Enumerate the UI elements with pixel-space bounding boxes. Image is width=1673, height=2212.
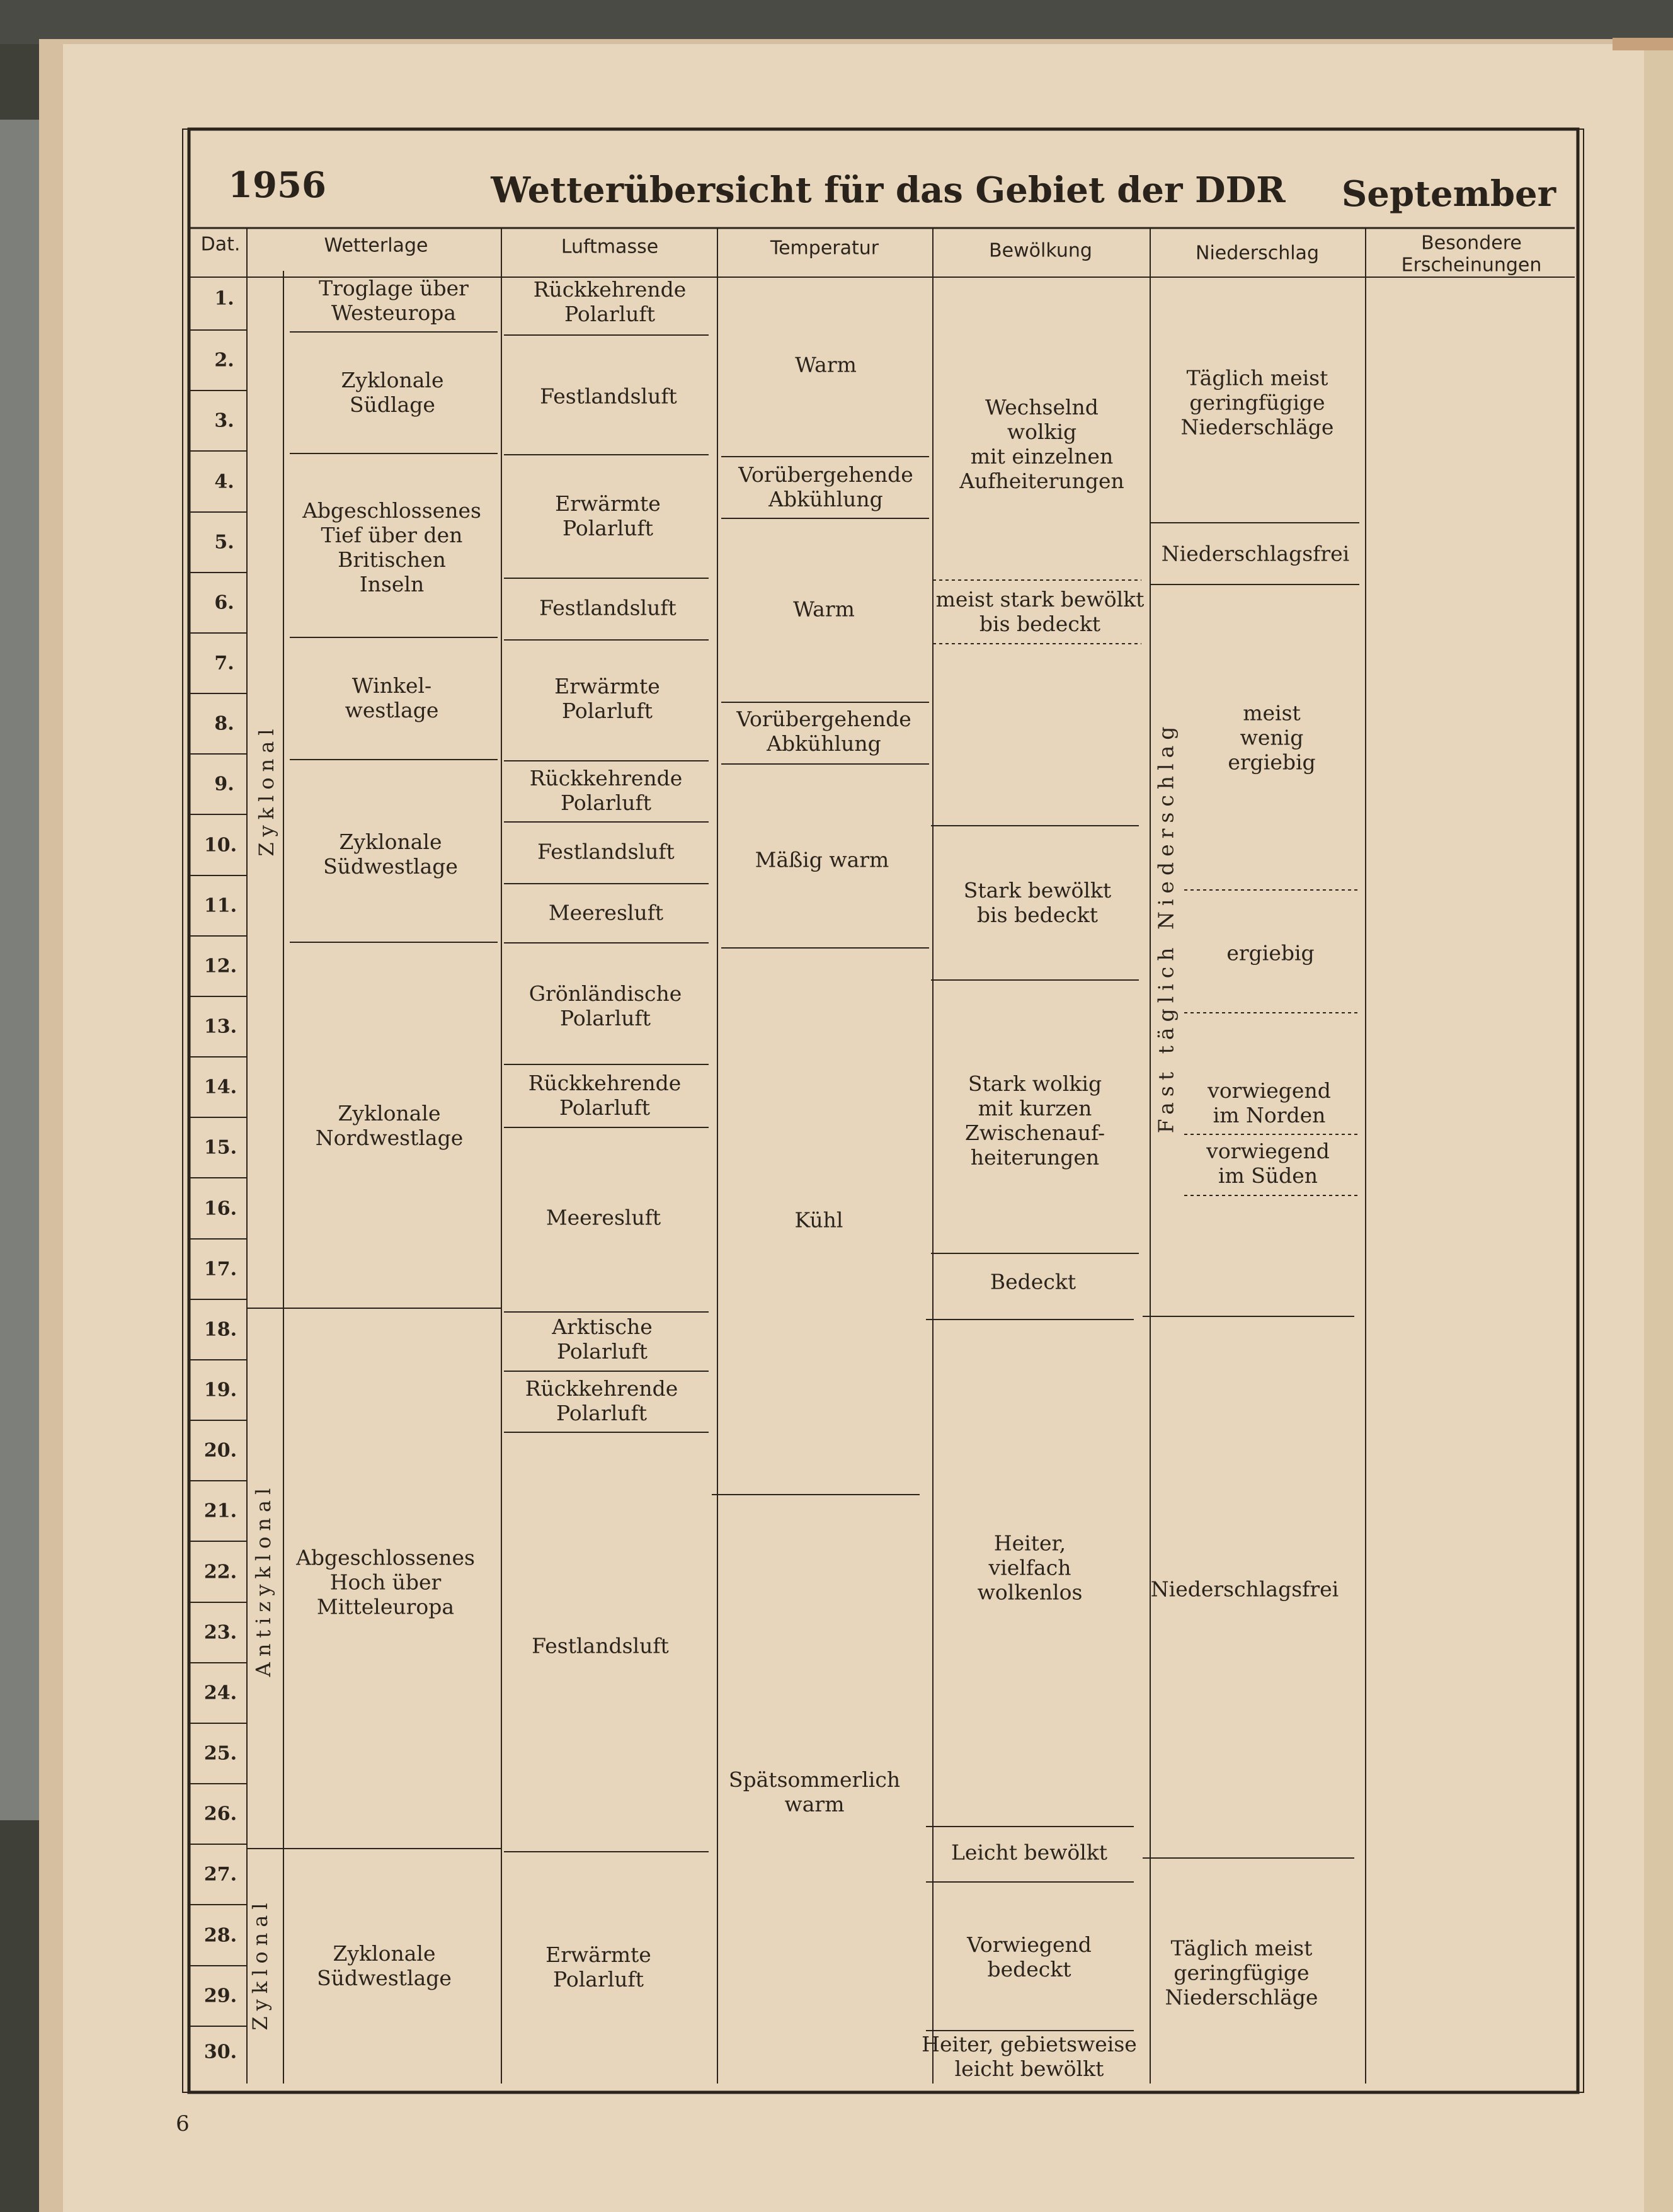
luftmasse-cell: Festlandsluft bbox=[539, 595, 677, 620]
luftmasse-cell: Meeresluft bbox=[548, 900, 664, 925]
column-header-besondere-erscheinungen: Besondere Erscheinungen bbox=[1401, 232, 1542, 276]
date-cell: 8. bbox=[214, 712, 234, 735]
wetterlage-cell: Abgeschlossenes Hoch über Mitteleuropa bbox=[296, 1545, 475, 1619]
column-header-date: Dat. bbox=[200, 233, 241, 256]
date-cell: 19. bbox=[203, 1379, 237, 1401]
wetterlage-cell: Zyklonale Südwestlage bbox=[317, 1941, 452, 1990]
luftmasse-cell: Rückkehrende Polarluft bbox=[525, 1376, 678, 1425]
year: 1956 bbox=[228, 164, 326, 206]
date-cell: 16. bbox=[203, 1197, 237, 1220]
bewoelkung-cell: Heiter, gebietsweise leicht bewölkt bbox=[922, 2032, 1137, 2081]
luftmasse-cell: Erwärmte Polarluft bbox=[555, 491, 661, 540]
bewoelkung-cell: Stark bewölkt bis bedeckt bbox=[963, 878, 1112, 927]
circulation-label: Antizyklonal bbox=[251, 1482, 276, 1677]
date-cell: 11. bbox=[203, 894, 237, 917]
date-cell: 25. bbox=[203, 1742, 237, 1765]
column-header-bewoelkung: Bewölkung bbox=[989, 239, 1092, 262]
bewoelkung-cell: Vorwiegend bedeckt bbox=[967, 1932, 1092, 1981]
date-cell: 26. bbox=[203, 1803, 237, 1825]
date-cell: 14. bbox=[203, 1076, 237, 1098]
temperatur-cell: Warm bbox=[795, 352, 857, 377]
date-cell: 18. bbox=[203, 1318, 237, 1341]
date-cell: 20. bbox=[203, 1439, 237, 1462]
niederschlag-cell: Niederschlagsfrei bbox=[1150, 1576, 1339, 1602]
temperatur-cell: Kühl bbox=[794, 1207, 843, 1233]
column-header-niederschlag: Niederschlag bbox=[1196, 242, 1319, 265]
luftmasse-cell: Arktische Polarluft bbox=[552, 1314, 653, 1364]
luftmasse-cell: Grönländische Polarluft bbox=[528, 981, 682, 1030]
date-cell: 30. bbox=[203, 2041, 237, 2063]
niederschlag-cell: ergiebig bbox=[1226, 940, 1315, 966]
date-cell: 29. bbox=[203, 1985, 237, 2007]
luftmasse-cell: Festlandsluft bbox=[537, 839, 675, 864]
niederschlag-cell: vorwiegend im Norden bbox=[1208, 1078, 1331, 1127]
temperatur-cell: Vorübergehende Abkühlung bbox=[736, 707, 911, 756]
temperatur-cell: Warm bbox=[793, 596, 855, 622]
niederschlag-vertical-label: Fast täglich Niederschlag bbox=[1153, 721, 1179, 1134]
wetterlage-cell: Abgeschlossenes Tief über den Britischen Inseln bbox=[302, 498, 481, 596]
wetterlage-cell: Zyklonale Südwestlage bbox=[323, 830, 458, 879]
bewoelkung-cell: Stark wolkig mit kurzen Zwischenauf- heiterungen bbox=[964, 1071, 1105, 1170]
circulation-label: Zyklonal bbox=[248, 1897, 273, 2031]
date-cell: 10. bbox=[203, 834, 237, 857]
luftmasse-cell: Festlandsluft bbox=[540, 384, 677, 409]
date-cell: 3. bbox=[214, 409, 234, 432]
date-cell: 1. bbox=[214, 287, 234, 310]
page-number: 6 bbox=[176, 2111, 190, 2136]
date-cell: 22. bbox=[203, 1561, 237, 1583]
circulation-label: Zyklonal bbox=[254, 723, 279, 857]
column-header-temperatur: Temperatur bbox=[770, 237, 879, 259]
wetterlage-cell: Zyklonale Südlage bbox=[341, 368, 444, 417]
luftmasse-cell: Rückkehrende Polarluft bbox=[529, 766, 683, 815]
date-cell: 13. bbox=[203, 1015, 237, 1038]
luftmasse-cell: Erwärmte Polarluft bbox=[554, 674, 660, 723]
date-cell: 23. bbox=[203, 1621, 237, 1644]
date-cell: 7. bbox=[214, 652, 234, 675]
luftmasse-cell: Festlandsluft bbox=[532, 1633, 669, 1658]
page-title: Wetterübersicht für das Gebiet der DDR bbox=[491, 169, 1286, 211]
date-cell: 27. bbox=[203, 1863, 237, 1886]
month: September bbox=[1341, 173, 1556, 215]
bewoelkung-cell: Wechselnd wolkig mit einzelnen Aufheiterungen bbox=[959, 395, 1124, 493]
date-cell: 5. bbox=[214, 531, 234, 554]
wetterlage-cell: Troglage über Westeuropa bbox=[319, 276, 469, 325]
date-cell: 12. bbox=[203, 955, 237, 978]
luftmasse-cell: Rückkehrende Polarluft bbox=[528, 1071, 682, 1120]
temperatur-cell: Vorübergehende Abkühlung bbox=[738, 462, 913, 511]
niederschlag-cell: vorwiegend im Süden bbox=[1206, 1139, 1330, 1188]
date-cell: 28. bbox=[203, 1924, 237, 1947]
date-cell: 4. bbox=[214, 470, 234, 493]
luftmasse-cell: Rückkehrende Polarluft bbox=[533, 277, 687, 326]
column-header-wetterlage: Wetterlage bbox=[324, 234, 428, 257]
column-header-luftmasse: Luftmasse bbox=[561, 236, 659, 258]
niederschlag-cell: Täglich meist geringfügige Niederschläge bbox=[1180, 365, 1334, 440]
date-cell: 17. bbox=[203, 1258, 237, 1280]
luftmasse-cell: Erwärmte Polarluft bbox=[545, 1942, 651, 1992]
date-cell: 21. bbox=[203, 1500, 237, 1522]
date-cell: 15. bbox=[203, 1136, 237, 1159]
temperatur-cell: Spätsommerlich warm bbox=[728, 1767, 901, 1816]
date-cell: 6. bbox=[214, 591, 234, 614]
temperatur-cell: Mäßig warm bbox=[755, 847, 889, 872]
bewoelkung-cell: Bedeckt bbox=[990, 1269, 1076, 1294]
bewoelkung-cell: Heiter, vielfach wolkenlos bbox=[977, 1531, 1083, 1605]
date-cell: 9. bbox=[214, 773, 234, 795]
wetterlage-cell: Winkel- westlage bbox=[345, 673, 439, 722]
date-cell: 2. bbox=[214, 349, 234, 372]
wetterlage-cell: Zyklonale Nordwestlage bbox=[315, 1101, 464, 1150]
niederschlag-cell: Niederschlagsfrei bbox=[1161, 541, 1350, 566]
niederschlag-cell: Täglich meist geringfügige Niederschläge bbox=[1165, 1936, 1318, 2010]
luftmasse-cell: Meeresluft bbox=[545, 1205, 661, 1230]
bewoelkung-cell: meist stark bewölkt bis bedeckt bbox=[935, 587, 1145, 636]
date-cell: 24. bbox=[203, 1682, 237, 1704]
bewoelkung-cell: Leicht bewölkt bbox=[951, 1840, 1108, 1865]
niederschlag-cell: meist wenig ergiebig bbox=[1228, 700, 1316, 775]
